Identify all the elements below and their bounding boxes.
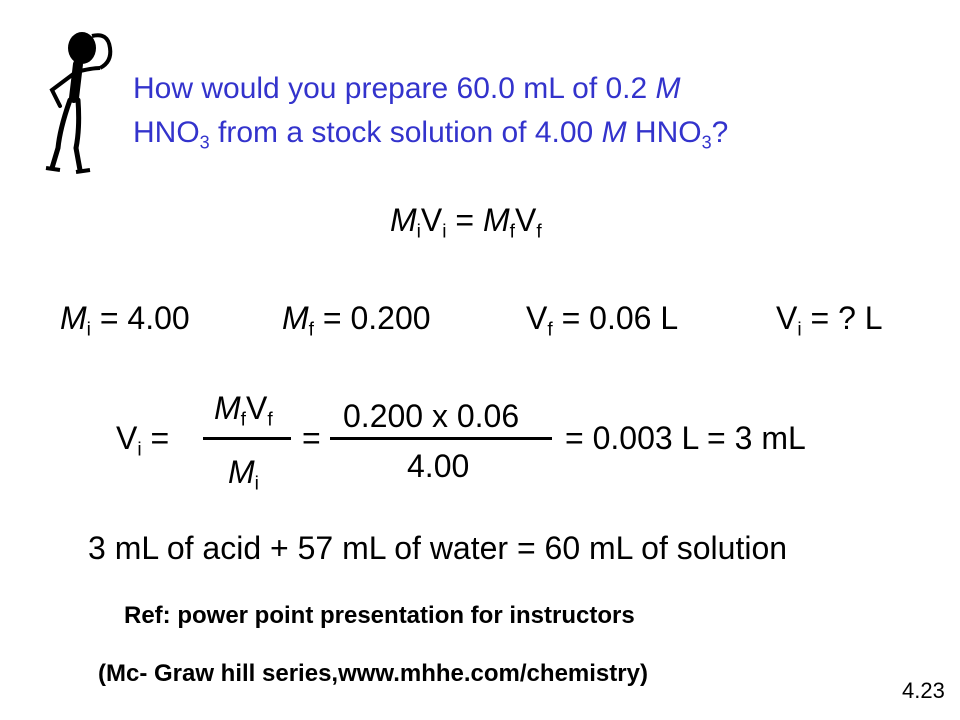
- calc-equals: =: [302, 420, 321, 456]
- given-mf: $M_f = 0.200$: [282, 300, 431, 341]
- calc-result: = 0.003 L = 3 mL: [565, 420, 806, 456]
- given-vi: $V_i$ = ? L: [776, 300, 883, 341]
- thinking-figure-icon: [30, 28, 120, 178]
- question-line-1: How would you prepare 60.0 mL of 0.2 M: [133, 72, 681, 105]
- dilution-equation: $M_iV_i = M_fV_f$: [390, 202, 542, 243]
- given-vf: $V_f = 0.06$ L: [526, 300, 679, 341]
- calc-denominator-1: $M_i$: [228, 454, 259, 495]
- summary-line: 3 mL of acid + 57 mL of water = 60 mL of solution: [88, 530, 788, 566]
- calc-numerator-1: $M_fV_f$: [214, 390, 273, 431]
- fraction-bar-2: [330, 437, 552, 440]
- calc-denominator-2: 4.00: [407, 448, 470, 484]
- question-line-2: $HNO_3$ from a stock solution of 4.00 M $HNO_3$?: [133, 116, 729, 153]
- fraction-bar-1: [203, 437, 291, 440]
- slide-number: 4.23: [902, 678, 945, 703]
- calc-numerator-2: 0.200 x 0.06: [343, 398, 520, 434]
- reference-line-2: (Mc- Graw hill series,www.mhhe.com/chemistry): [98, 660, 648, 687]
- given-mi: $M_i = 4.00$: [60, 300, 190, 341]
- calc-lhs: $V_i$ =: [116, 420, 170, 461]
- reference-line-1: Ref: power point presentation for instructors: [124, 602, 635, 629]
